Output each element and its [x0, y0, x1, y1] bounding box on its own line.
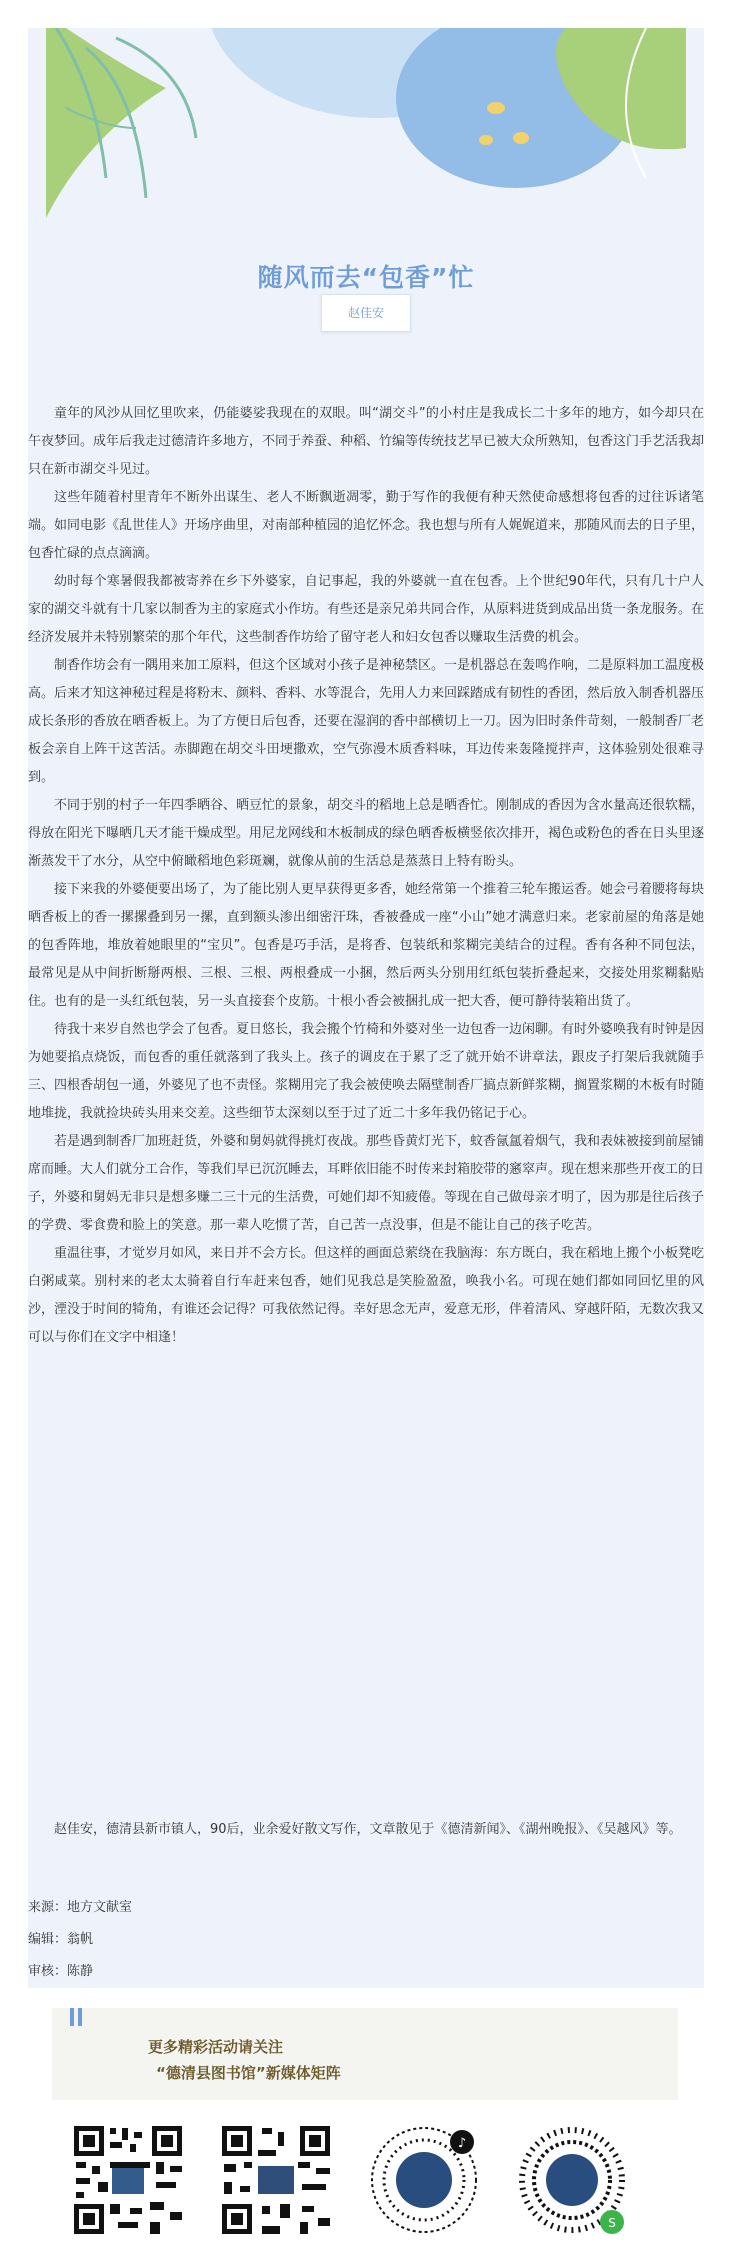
article-body	[28, 400, 704, 1352]
svg-text:♪: ♪	[457, 2136, 467, 2151]
douyin-qr-icon[interactable]	[366, 2122, 482, 2238]
author-bio	[28, 1816, 704, 1844]
reviewer-line: 审核：陈静	[28, 1964, 94, 1979]
promo-line-1: 更多精彩活动请关注	[148, 2038, 284, 2056]
weibo-qr-icon[interactable]	[218, 2122, 334, 2238]
author-badge: 赵佳安	[321, 294, 411, 332]
follow-promo-box	[52, 2008, 678, 2100]
wechat-qr-icon[interactable]	[70, 2122, 186, 2238]
paragraph: 不同于别的村子一年四季晒谷、晒豆忙的景象，胡交斗的稻地上总是晒香忙。刚制成的香因为含水量高还很软糯，得放在阳光下曝晒几天才能干燥成型。用尼龙网线和木板制成的绿色晒香板横竖依次排开，褐色或粉色的香在日头里逐渐蒸发干了水分，从空中俯瞰稻地色彩斑斓，就像从前的生活总是蒸蒸日上特有盼头。	[28, 798, 705, 869]
promo-accent-bar	[70, 2008, 74, 2026]
promo-accent-bar	[78, 2008, 82, 2026]
editor-line: 编辑：翁帆	[28, 1932, 94, 1947]
source-line: 来源：地方文献室	[28, 1900, 133, 1915]
mini-program-qr-icon[interactable]	[514, 2122, 630, 2238]
article-title: 随风而去“包香”忙	[257, 263, 475, 292]
article-card	[28, 28, 704, 1988]
svg-text:S: S	[608, 2216, 616, 2230]
paragraph: 童年的风沙从回忆里吹来，仍能婆娑我现在的双眼。叫“湖交斗”的小村庄是我成长二十多年的地方，如今却只在午夜梦回。成年后我走过德清许多地方，不同于养蚕、种稻、竹编等传统技艺早已被大众所熟知，包香这门手艺活我却只在新市湖交斗见过。	[28, 406, 705, 477]
paragraph: 重温往事，才觉岁月如风，来日并不会方长。但这样的画面总萦绕在我脑海：东方既白，我在稻地上搬个小板凳吃白粥咸菜。别村来的老太太骑着自行车赶来包香，她们见我总是笑脸盈盈，唤我小名。可现在她们都如同回忆里的风沙，湮没于时间的犄角，有谁还会记得？可我依然记得。幸好思念无声，爱意无形，伴着清风、穿越阡陌，无数次我又可以与你们在文字中相逢！	[28, 1246, 705, 1345]
author-bio-text: 赵佳安，德清县新市镇人，90后，业余爱好散文写作，文章散见于《德清新闻》、《湖州晚报》、《吴越风》等。	[54, 1822, 682, 1837]
paragraph: 接下来我的外婆便要出场了，为了能比别人更早获得更多香，她经常第一个推着三轮车搬运香。她会弓着腰将每块晒香板上的香一摞摞叠到另一摞，直到额头渗出细密汗珠，香被叠成一座“小山”她才满意归来。老家前屋的角落是她的包香阵地，堆放着她眼里的“宝贝”。包香是巧手活，是将香、包装纸和浆糊完美结合的过程。香有各种不同包法，最常见是从中间折断掰两根、三根、三根、两根叠成一小捆，然后两头分别用红纸包装折叠起来，交接处用浆糊黏贴住。也有的是一头红纸包装，另一头直接套个皮筋。十根小香会被捆扎成一把大香，便可静待装箱出货了。	[28, 882, 705, 1009]
paragraph: 待我十来岁自然也学会了包香。夏日悠长，我会搬个竹椅和外婆对坐一边包香一边闲聊。有时外婆唤我有时钟是因为她要掐点烧饭，而包香的重任就落到了我头上。孩子的调皮在于累了乏了就开始不讲章法，跟皮子打架后我就随手三、四根香胡包一通，外婆见了也不责怪。浆糊用完了我会被使唤去隔壁制香厂搞点新鲜浆糊，搁置浆糊的木板有时随地堆拢，我就捡块砖头用来交差。这些细节太深刻以至于过了近二十多年我仍铭记于心。	[28, 1022, 705, 1121]
paragraph: 这些年随着村里青年不断外出谋生、老人不断飘逝凋零，勤于写作的我便有种天然使命感想将包香的过往诉诸笔端。如同电影《乱世佳人》开场序曲里，对南部种植园的追忆怀念。我也想与所有人娓娓道来，那随风而去的日子里，包香忙碌的点点滴滴。	[28, 490, 705, 561]
paragraph: 制香作坊会有一隅用来加工原料，但这个区域对小孩子是神秘禁区。一是机器总在轰鸣作响，二是原料加工温度极高。后来才知这神秘过程是将粉末、颜料、香料、水等混合，先用人力来回踩踏成有韧性的香团，然后放入制香机器压成长条形的香放在晒香板上。为了方便日后包香，还要在湿润的香中部横切上一刀。因为旧时条件苛刻，一般制香厂老板会亲自上阵干这苦活。赤脚跑在胡交斗田埂撒欢，空气弥漫木质香料味，耳边传来轰隆搅拌声，这体验别处很难寻到。	[28, 658, 705, 785]
paragraph: 若是遇到制香厂加班赶货，外婆和舅妈就得挑灯夜战。那些昏黄灯光下，蚊香氤氲着烟气，我和表妹被接到前屋铺席而睡。大人们就分工合作，等我们早已沉沉睡去，耳畔依旧能不时传来封箱胶带的窸窣声。现在想来那些开夜工的日子，外婆和舅妈无非只是想多赚二三十元的生活费，可她们却不知疲倦。等现在自己做母亲才明了，因为那是往后孩子的学费、零食费和脸上的笑意。那一辈人吃惯了苦，自己苦一点没事，但是不能让自己的孩子吃苦。	[28, 1134, 705, 1233]
paragraph: 幼时每个寒暑假我都被寄养在乡下外婆家，自记事起，我的外婆就一直在包香。上个世纪90年代，只有几十户人家的湖交斗就有十几家以制香为主的家庭式小作坊。有些还是亲兄弟共同合作，从原料进货到成品出货一条龙服务。在经济发展并未特别繁荣的那个年代，这些制香作坊给了留守老人和妇女包香以赚取生活费的机会。	[28, 574, 705, 645]
promo-line-2: “德清县图书馆”新媒体矩阵	[156, 2064, 341, 2082]
leaf-banner-illustration	[46, 28, 686, 228]
